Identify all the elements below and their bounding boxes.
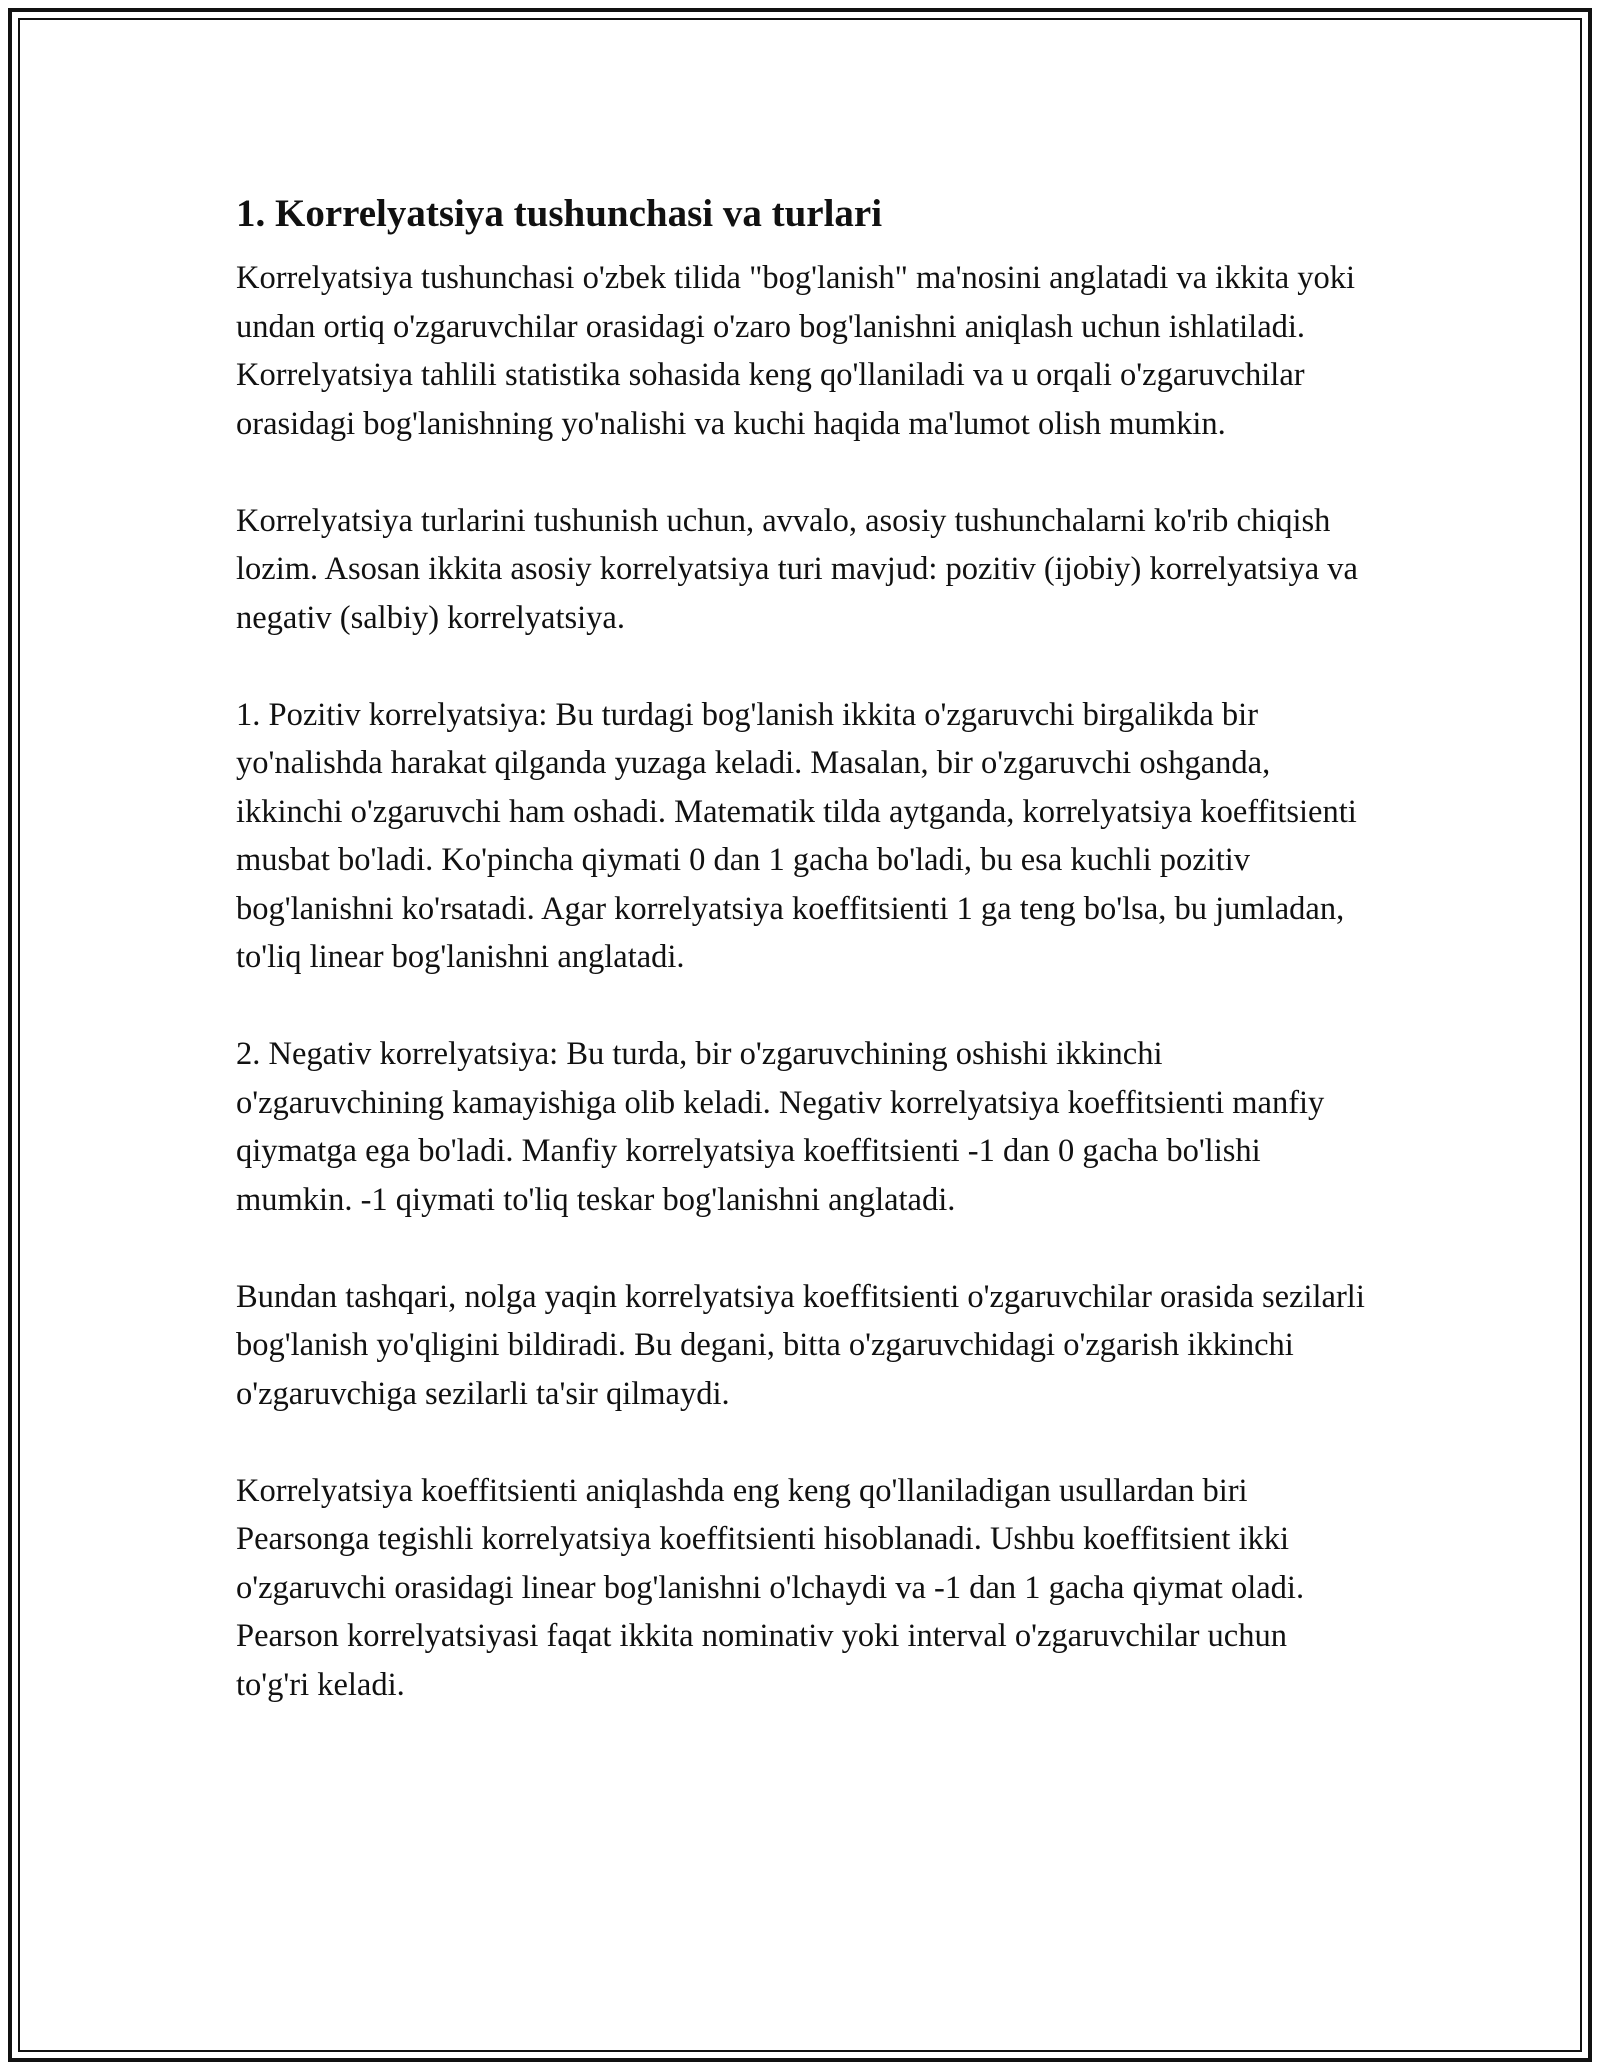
paragraph-positive: 1. Pozitiv korrelyatsiya: Bu turdagi bog'lanish ikkita o'zgaruvchi birgalikda bir yo'nalishda harakat qilganda yuzaga keladi. Masalan, bir o'zgaruvchi oshganda, ikkinchi o'zgaruvchi ham oshadi. Matematik tilda aytganda, korrelyatsiya koeffitsienti musbat bo'ladi. Ko'pincha qiymati 0 dan 1 gacha bo'ladi, bu esa kuchli pozitiv bog'lanishni ko'rsatadi. Agar korrelyatsiya koeffitsienti 1 ga teng bo'lsa, bu jumladan, to'liq linear bog'lanishni anglatadi.: [236, 696, 1357, 975]
paragraph-negative: 2. Negativ korrelyatsiya: Bu turda, bir o'zgaruvchining oshishi ikkinchi o'zgaruvchining kamayishiga olib keladi. Negativ korrelyatsiya koeffitsienti manfiy qiymatga ega bo'ladi. Manfiy korrelyatsiya koeffitsienti -1 dan 0 gacha bo'lishi mumkin. -1 qiymati to'liq teskar bog'lanishni anglatadi.: [236, 1036, 1325, 1218]
paragraph-zero: Bundan tashqari, nolga yaqin korrelyatsiya koeffitsienti o'zgaruvchilar orasida sezilarli bog'lanish yo'qligini bildiradi. Bu degani, bitta o'zgaruvchidagi o'zgarish ikkinchi o'zgaruvchiga sezilarli ta'sir qilmaydi.: [236, 1278, 1365, 1412]
document-body: [236, 186, 1366, 1758]
paragraph-intro: Korrelyatsiya tushunchasi o'zbek tilida "bog'lanish" ma'nosini anglatadi va ikkita yoki undan ortiq o'zgaruvchilar orasidagi o'zaro bog'lanishni aniqlash uchun ishlatiladi. Korrelyatsiya tahlili statistika sohasida keng qo'llaniladi va u orqali o'zgaruvchilar orasidagi bog'lanishning yo'nalishi va kuchi haqida ma'lumot olish mumkin.: [236, 260, 1356, 442]
paragraph-types: Korrelyatsiya turlarini tushunish uchun, avvalo, asosiy tushunchalarni ko'rib chiqish lozim. Asosan ikkita asosiy korrelyatsiya turi mavjud: pozitiv (ijobiy) korrelyatsiya va negativ (salbiy) korrelyatsiya.: [236, 502, 1358, 636]
paragraph-pearson: Korrelyatsiya koeffitsienti aniqlashda eng keng qo'llaniladigan usullardan biri Pearsonga tegishli korrelyatsiya koeffitsienti hisoblanadi. Ushbu koeffitsient ikki o'zgaruvchi orasidagi linear bog'lanishni o'lchaydi va -1 dan 1 gacha qiymat oladi. Pearson korrelyatsiyasi faqat ikkita nominativ yoki interval o'zgaruvchilar uchun to'g'ri keladi.: [236, 1472, 1305, 1703]
section-heading: 1. Korrelyatsiya tushunchasi va turlari: [236, 192, 883, 235]
